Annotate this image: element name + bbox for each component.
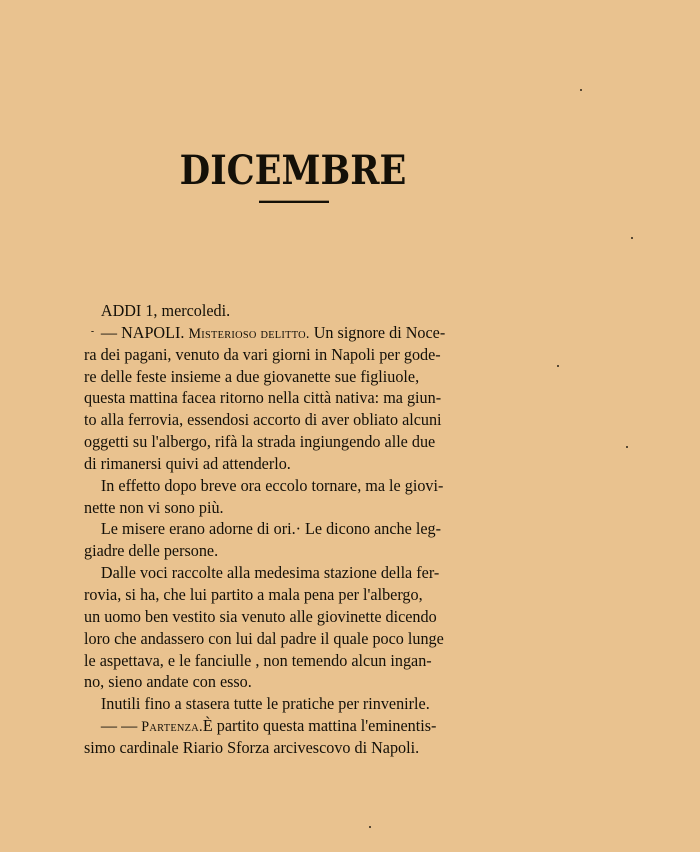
text-line: oggetti su l'albergo, rifà la strada ingiungendo alle due <box>84 432 436 452</box>
story-headline: Partenza. <box>141 719 203 736</box>
text-line: Inutili fino a stasera tutte le pratiche per rinvenirle. <box>100 694 430 714</box>
text-line: simo cardinale Riario Sforza arcivescovo di Napoli. <box>84 737 420 757</box>
text-line: nette non vi sono più. <box>84 497 224 517</box>
article-body <box>84 300 488 759</box>
text-line: no, sieno andate con esso. <box>84 672 252 692</box>
paper-speck <box>369 826 371 828</box>
story-place: NAPOLI. <box>121 322 185 342</box>
title-divider <box>259 201 329 203</box>
story-text: È partito questa mattina l'eminentis- <box>202 716 437 736</box>
page-title: DICEMBRE <box>179 147 407 194</box>
story-partenza-line-1 <box>84 715 488 737</box>
text-line: rovia, si ha, che lui partito a mala pena per l'albergo, <box>84 584 423 604</box>
text-line: In effetto dopo breve ora eccolo tornare, ma le giovi- <box>100 475 444 495</box>
lead-dash: — — <box>100 716 142 736</box>
text-line: re delle feste insieme a due giovanette sue figliuole, <box>84 366 420 386</box>
paper-speck <box>91 331 94 332</box>
text-line: le aspettava, e le fanciulle , non temendo alcun ingan- <box>84 650 432 670</box>
paper-speck <box>557 365 559 367</box>
paper-speck <box>631 237 633 239</box>
text-line: un uomo ben vestito sia venuto alle giovinette dicendo <box>84 606 437 626</box>
dateline: ADDI 1, mercoledi. <box>100 301 231 320</box>
paper-speck <box>626 446 628 448</box>
text-line: to alla ferrovia, essendosi accorto di aver obliato alcuni <box>84 410 442 430</box>
text-line: giadre delle persone. <box>84 541 219 561</box>
paper-speck <box>580 89 582 91</box>
story-text: Un signore di Noce- <box>309 322 446 342</box>
text-line: ra dei pagani, venuto da vari giorni in Napoli per gode- <box>84 344 441 364</box>
text-line: Le misere erano adorne di ori.· Le dicono anche leg- <box>100 519 441 539</box>
text-line: questa mattina facea ritorno nella città nativa: ma giun- <box>84 388 442 408</box>
text-line: Dalle voci raccolte alla medesima stazione della fer- <box>100 563 440 583</box>
story-napoli-line-1 <box>84 322 488 344</box>
lead-dash: — <box>100 322 122 342</box>
text-line: loro che andassero con lui dal padre il quale poco lunge <box>84 628 444 648</box>
text-line: di rimanersi quivi ad attenderlo. <box>84 453 291 473</box>
story-headline: Misterioso delitto. <box>188 325 310 342</box>
